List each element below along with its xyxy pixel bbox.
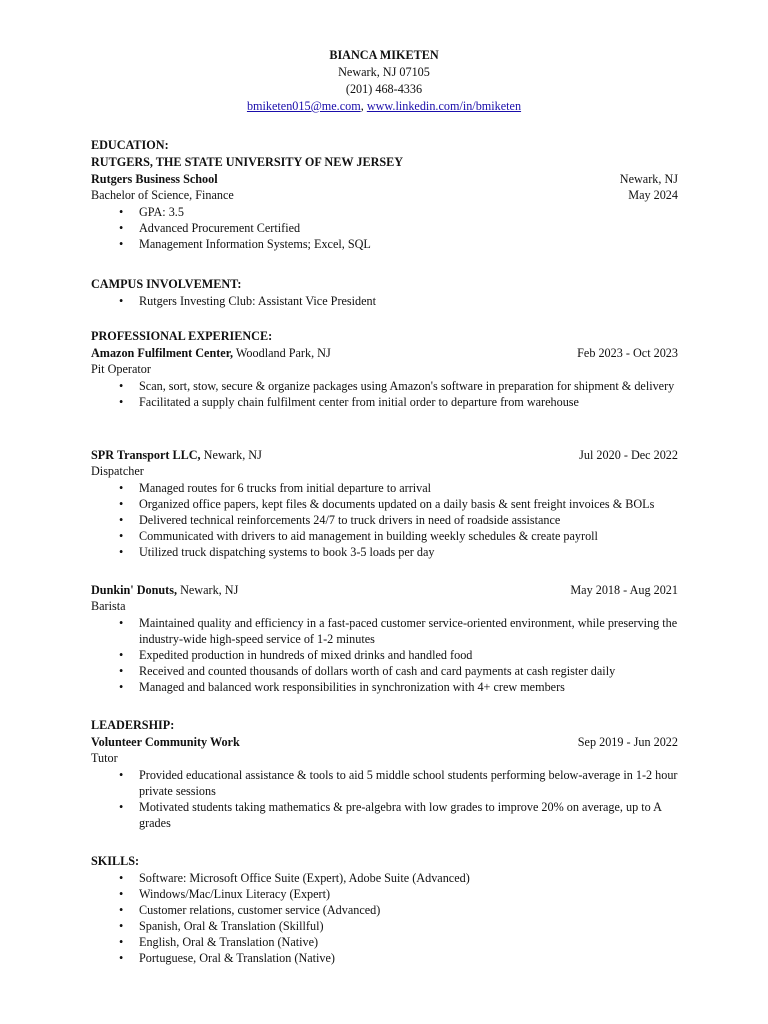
list-item: • Portuguese, Oral & Translation (Native): [91, 950, 678, 966]
skills-title: SKILLS:: [91, 854, 140, 868]
list-item: • Received and counted thousands of dollars worth of cash and card payments at cash register daily: [91, 663, 678, 679]
job-role: Pit Operator: [91, 362, 151, 377]
job-header-row: [91, 345, 678, 361]
company-name: SPR Transport LLC,: [91, 448, 201, 462]
job-header-row: [91, 582, 678, 598]
contact-separator: ,: [360, 99, 367, 113]
candidate-name: BIANCA MIKETEN: [329, 48, 439, 62]
company-location: Newark, NJ: [200, 448, 262, 462]
list-item: • Managed routes for 6 trucks from initial departure to arrival: [91, 480, 678, 496]
job-bullets: [91, 615, 678, 695]
list-item: • Managed and balanced work responsibilities in synchronization with 4+ crew members: [91, 679, 678, 695]
list-item: • Delivered technical reinforcements 24/7 to truck drivers in need of roadside assistance: [91, 512, 678, 528]
skills-section: [91, 853, 678, 966]
degree-row: [91, 187, 678, 203]
leadership-title: LEADERSHIP:: [91, 718, 175, 732]
company-name: Amazon Fulfilment Center,: [91, 346, 234, 360]
job-dunkin-donuts: [91, 582, 678, 695]
company-name: Dunkin' Donuts,: [91, 583, 178, 597]
phone: (201) 468-4336: [345, 82, 423, 96]
list-item: • Scan, sort, stow, secure & organize packages using Amazon's software in preparation for shipment & delivery: [91, 378, 678, 394]
list-item: • Customer relations, customer service (Advanced): [91, 902, 678, 918]
job-bullets: [91, 378, 678, 410]
org-name: Volunteer Community Work: [91, 735, 240, 749]
experience-title: PROFESSIONAL EXPERIENCE:: [91, 329, 273, 343]
job-role: Dispatcher: [91, 464, 144, 479]
job-company: [91, 447, 262, 463]
leadership-section: [91, 717, 678, 831]
list-item: • Utilized truck dispatching systems to book 3-5 loads per day: [91, 544, 678, 560]
list-item: • Organized office papers, kept files & documents updated on a daily basis & sent freight invoices & BOLs: [91, 496, 678, 512]
org-row: [91, 734, 678, 750]
leadership-role: Tutor: [91, 751, 118, 766]
job-header-row: [91, 447, 678, 463]
list-item: • Maintained quality and efficiency in a fast-paced customer service-oriented environment, while preserving the industry-wide high-speed service of 1-2 minutes: [91, 615, 678, 647]
resume-header: [0, 46, 768, 115]
list-item: • Motivated students taking mathematics & pre-algebra with low grades to improve 20% on average, up to A grades: [91, 799, 678, 831]
school-name: Rutgers Business School: [91, 172, 218, 186]
list-item: • Windows/Mac/Linux Literacy (Expert): [91, 886, 678, 902]
job-bullets: [91, 480, 678, 560]
list-item: • Communicated with drivers to aid management in building weekly schedules & create payroll: [91, 528, 678, 544]
list-item: • Advanced Procurement Certified: [91, 220, 678, 236]
list-item: • Provided educational assistance & tools to aid 5 middle school students performing below-average in 1-2 hour private sessions: [91, 767, 678, 799]
job-company: [91, 582, 238, 598]
company-location: Newark, NJ: [177, 583, 239, 597]
job-dates: Jul 2020 - Dec 2022: [579, 448, 678, 462]
list-item: • Facilitated a supply chain fulfilment center from initial order to departure from warehouse: [91, 394, 678, 410]
list-item: • Rutgers Investing Club: Assistant Vice President: [91, 293, 678, 309]
job-dates: May 2018 - Aug 2021: [570, 583, 678, 597]
job-dates: Feb 2023 - Oct 2023: [577, 346, 678, 360]
list-item: • Software: Microsoft Office Suite (Expert), Adobe Suite (Advanced): [91, 870, 678, 886]
school-row: [91, 171, 678, 187]
list-item: • Management Information Systems; Excel, SQL: [91, 236, 678, 252]
job-role: Barista: [91, 599, 126, 614]
company-location: Woodland Park, NJ: [233, 346, 331, 360]
campus-bullets: [91, 293, 678, 309]
education-section: [91, 137, 678, 252]
address: Newark, NJ 07105: [338, 65, 430, 79]
email-link[interactable]: bmiketen015@me.com: [246, 99, 361, 113]
contact-links: [0, 98, 768, 115]
list-item: • Expedited production in hundreds of mixed drinks and handled food: [91, 647, 678, 663]
org-dates: Sep 2019 - Jun 2022: [577, 735, 678, 749]
skills-bullets: [91, 870, 678, 966]
school-location: Newark, NJ: [619, 172, 678, 186]
leadership-bullets: [91, 767, 678, 831]
education-title: EDUCATION:: [91, 138, 169, 152]
graduation-date: May 2024: [628, 188, 678, 203]
list-item: • Spanish, Oral & Translation (Skillful): [91, 918, 678, 934]
list-item: • English, Oral & Translation (Native): [91, 934, 678, 950]
education-bullets: [91, 204, 678, 252]
list-item: • GPA: 3.5: [91, 204, 678, 220]
linkedin-link[interactable]: www.linkedin.com/in/bmiketen: [366, 99, 522, 113]
university-name: RUTGERS, THE STATE UNIVERSITY OF NEW JERSEY: [91, 155, 404, 169]
job-company: [91, 345, 331, 361]
campus-title: CAMPUS INVOLVEMENT:: [91, 277, 242, 291]
experience-section: [91, 328, 678, 410]
job-spr-transport: [91, 447, 678, 560]
campus-section: [91, 276, 678, 309]
degree: Bachelor of Science, Finance: [91, 188, 234, 203]
